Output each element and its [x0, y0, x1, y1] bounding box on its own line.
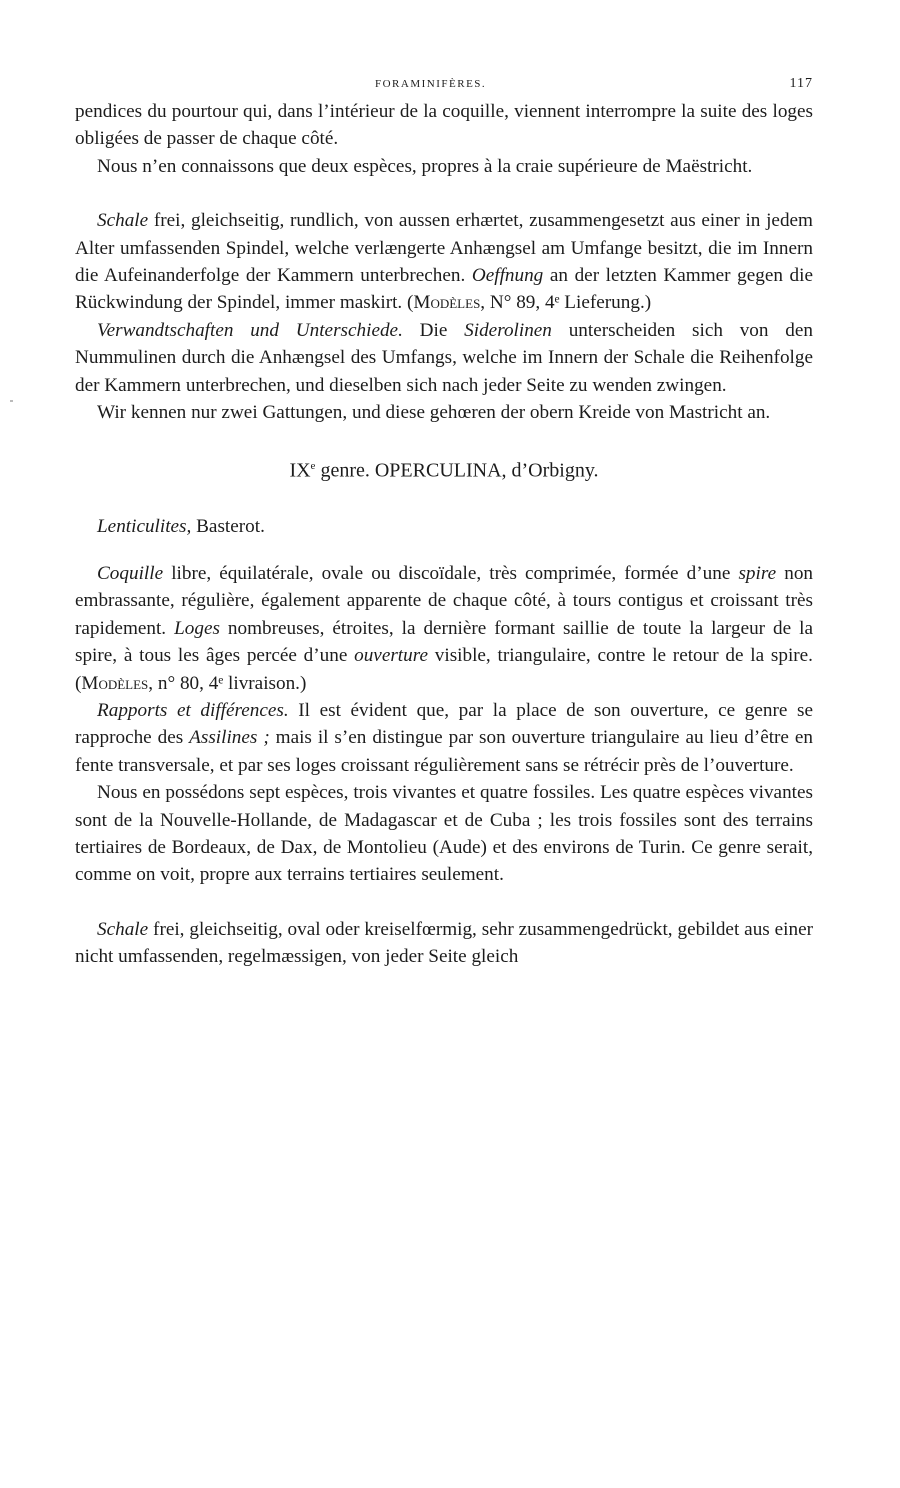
term-loges: Loges	[174, 617, 220, 639]
term-verwandtschaften: Verwandtschaften und Unterschiede.	[97, 319, 403, 341]
french-description	[75, 560, 813, 697]
term-schale: Schale	[97, 210, 149, 232]
french-relations	[75, 697, 813, 779]
term-siderolinen: Siderolinen	[464, 319, 552, 341]
term-assilines: Assilines ;	[189, 727, 270, 749]
german-relations	[75, 317, 813, 399]
genus-sup: e	[310, 460, 316, 473]
genus-roman: IX	[289, 460, 311, 483]
text: an der letzten Kammer gegen die Rückwindung der Spindel, immer maskirt. (	[75, 265, 813, 314]
term-modeles: Modèles	[81, 672, 149, 694]
term-oeffnung: Oeffnung	[471, 265, 544, 287]
text: libre, équilatérale, ovale ou discoïdale, très comprimée, formée d’une	[163, 562, 739, 584]
french-paragraph-continuation: pendices du pourtour qui, dans l’intérieur de la coquille, viennent interrompre la suite des loges obligées de passer de chaque côté.	[75, 101, 813, 150]
german-description-operculina	[75, 916, 813, 971]
text: mais il s’en distingue par son ouverture triangulaire au lieu d’être en fente transversale, et par ses loges croissant régulièrement sans se rétrécir près de l’ouverture.	[75, 727, 813, 776]
french-paragraph-species: Nous n’en connaissons que deux espèces, propres à la craie supérieure de Maëstricht.	[97, 155, 753, 177]
german-description	[75, 207, 813, 317]
genus-heading	[75, 453, 813, 485]
term-ouverture: ouverture	[354, 645, 428, 667]
genus-title: genre. OPERCULINA, d’Orbigny.	[315, 460, 599, 483]
text: , n° 80, 4ᵉ livraison.)	[148, 672, 307, 694]
text: Il est évident que, par la place de son ouverture, ce genre se rapproche des	[75, 699, 813, 749]
text: nombreuses, étroites, la dernière formant saillie de toute la largeur de la spire, à tous les âges percée d’une	[75, 617, 813, 667]
text: frei, gleichseitig, rundlich, von aussen erhærtet, zusammengesetzt aus einer in jedem Alter umfassenden Spindel, welche verlængerte Anhængsel am Umfange besitzt, die im Innern die Aufeinanderfolge der Kammern unterbrechen.	[75, 210, 813, 287]
synonym-name: Lenticulites,	[97, 515, 192, 537]
term-modeles: Modèles	[413, 292, 481, 314]
text: non embrassante, régulière, également apparente de chaque côté, à tours contigus et croissant très rapidement.	[75, 562, 814, 639]
text: unterscheiden sich von den Nummulinen durch die Anhængsel des Umfangs, welche im Innern der Schale die Reihenfolge der Kammern unterbrechen, und dieselben sich nach jeder Seite zu wenden zwingen.	[75, 319, 813, 396]
page-body	[75, 98, 813, 971]
term-rapports: Rapports et différences.	[97, 699, 289, 721]
text: , N° 89, 4ᵉ Lieferung.)	[480, 292, 652, 314]
term-spire: spire	[738, 562, 777, 584]
running-head	[75, 76, 813, 98]
running-head-title: FORAMINIFÈRES.	[375, 78, 487, 90]
text: visible, triangulaire, contre le retour de la spire. (	[75, 645, 813, 694]
synonym-line	[75, 513, 813, 540]
text: frei, gleichseitig, oval oder kreiselfœrmig, sehr zusammengedrückt, gebildet aus einer nicht umfassenden, regelmæssigen, von jeder Seite gleich	[75, 918, 813, 968]
german-species: Wir kennen nur zwei Gattungen, und diese gehœren der obern Kreide von Mastricht an.	[97, 402, 771, 424]
french-species: Nous en possédons sept espèces, trois vivantes et quatre fossiles. Les quatre espèces vivantes sont de la Nouvelle-Hollande, de Madagascar et de Cuba ; les trois fossiles sont des terrains tertiaires de Bordeaux, de Dax, de Montolieu (Aude) et des environs de Turin. Ce genre serait, comme on voit, propre aux terrains tertiaires seulement.	[75, 782, 813, 886]
book-page	[75, 76, 813, 971]
synonym-author: Basterot.	[191, 515, 265, 537]
page-number: 117	[789, 76, 813, 91]
margin-speck	[10, 400, 13, 402]
text: Die	[402, 319, 465, 341]
term-schale: Schale	[97, 918, 149, 940]
term-coquille: Coquille	[97, 562, 164, 584]
